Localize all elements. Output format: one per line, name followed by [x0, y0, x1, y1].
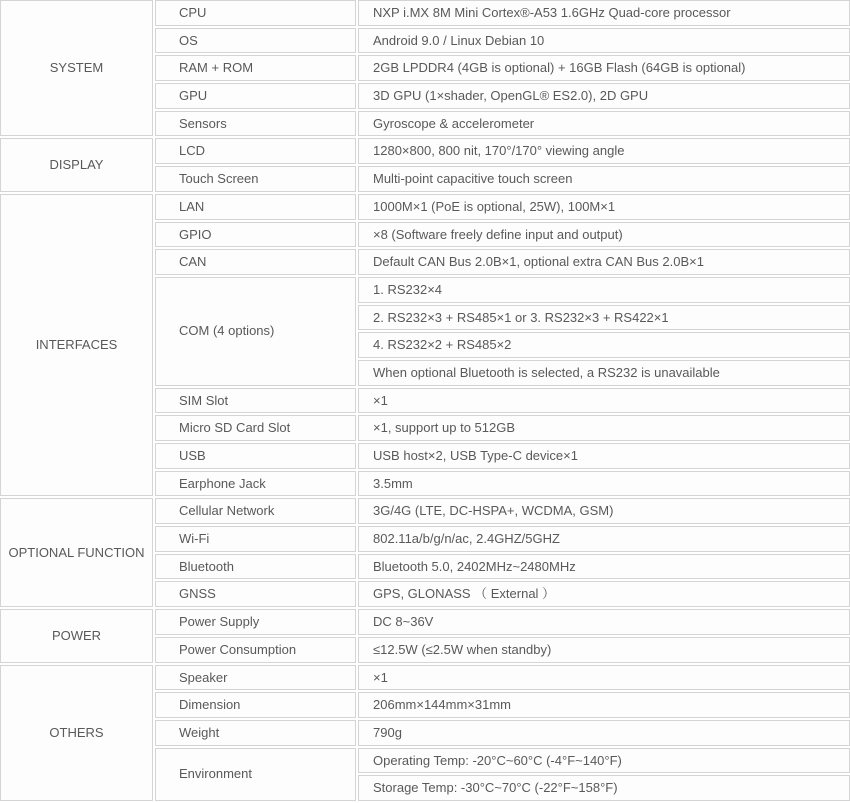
spec-value-text: When optional Bluetooth is selected, a RS232 is unavailable — [373, 364, 720, 380]
spec-value-cell — [358, 720, 850, 746]
spec-name-label: Environment — [179, 766, 252, 782]
spec-value-cell — [358, 665, 850, 691]
category-label: OPTIONAL FUNCTION — [8, 544, 145, 560]
table-row — [155, 388, 850, 414]
spec-value-cell — [358, 554, 850, 580]
spec-value-cell — [358, 332, 850, 358]
spec-value-text: Operating Temp: -20°C~60°C (-4°F~140°F) — [373, 752, 622, 768]
section-power — [0, 609, 850, 662]
spec-name-cell — [155, 222, 356, 248]
spec-value-cell — [358, 526, 850, 552]
spec-value-group — [358, 28, 850, 54]
spec-name-cell — [155, 581, 356, 607]
section-system — [0, 0, 850, 136]
category-cell — [0, 194, 153, 497]
spec-value-group — [358, 222, 850, 248]
spec-value-group — [358, 194, 850, 220]
spec-name-cell — [155, 526, 356, 552]
spec-name-cell — [155, 83, 356, 109]
section-rows — [155, 498, 850, 607]
table-row — [155, 609, 850, 635]
section-others — [0, 665, 850, 801]
spec-value-text: 3D GPU (1×shader, OpenGL® ES2.0), 2D GPU — [373, 88, 649, 104]
spec-value-text: 1000M×1 (PoE is optional, 25W), 100M×1 — [373, 198, 616, 214]
spec-value-group — [358, 111, 850, 137]
spec-value-text: Storage Temp: -30°C~70°C (-22°F~158°F) — [373, 780, 618, 796]
spec-name-label: USB — [179, 448, 206, 464]
section-optional-function — [0, 498, 850, 607]
spec-value-cell — [358, 637, 850, 663]
category-cell — [0, 0, 153, 136]
spec-name-cell — [155, 28, 356, 54]
spec-value-cell — [358, 498, 850, 524]
spec-value-text: ×1 — [373, 392, 388, 408]
category-cell — [0, 609, 153, 662]
spec-value-cell — [358, 222, 850, 248]
spec-value-text: 802.11a/b/g/n/ac, 2.4GHZ/5GHZ — [373, 531, 560, 547]
table-row — [155, 111, 850, 137]
spec-value-text: 2. RS232×3 + RS485×1 or 3. RS232×3 + RS422×1 — [373, 309, 669, 325]
spec-name-cell — [155, 0, 356, 26]
table-row — [155, 554, 850, 580]
spec-value-text: 206mm×144mm×31mm — [373, 697, 511, 713]
table-row — [155, 637, 850, 663]
spec-name-label: Sensors — [179, 115, 227, 131]
table-row — [155, 28, 850, 54]
table-row — [155, 222, 850, 248]
spec-value-text: 790g — [373, 724, 402, 740]
spec-name-label: COM (4 options) — [179, 323, 275, 339]
spec-value-group — [358, 692, 850, 718]
spec-value-text: Bluetooth 5.0, 2402MHz~2480MHz — [373, 558, 576, 574]
spec-value-group — [358, 665, 850, 691]
category-cell — [0, 498, 153, 607]
spec-name-cell — [155, 609, 356, 635]
table-row — [155, 83, 850, 109]
spec-value-text: USB host×2, USB Type-C device×1 — [373, 448, 578, 464]
spec-value-cell — [358, 55, 850, 81]
spec-value-group — [358, 526, 850, 552]
spec-name-cell — [155, 554, 356, 580]
spec-value-cell — [358, 581, 850, 607]
spec-value-text: 3G/4G (LTE, DC-HSPA+, WCDMA, GSM) — [373, 503, 614, 519]
spec-name-cell — [155, 138, 356, 164]
category-label: INTERFACES — [35, 337, 118, 353]
section-rows — [155, 609, 850, 662]
table-row — [155, 249, 850, 275]
spec-name-cell — [155, 415, 356, 441]
section-rows — [155, 665, 850, 801]
spec-name-label: Bluetooth — [179, 558, 234, 574]
spec-value-text: 3.5mm — [373, 475, 413, 491]
section-interfaces — [0, 194, 850, 497]
spec-name-label: CAN — [179, 254, 207, 270]
spec-value-cell — [358, 775, 850, 801]
spec-name-cell — [155, 111, 356, 137]
table-row — [155, 471, 850, 497]
spec-value-text: Gyroscope & accelerometer — [373, 115, 535, 131]
spec-value-cell — [358, 692, 850, 718]
spec-name-label: GNSS — [179, 586, 216, 602]
category-label: SYSTEM — [49, 60, 104, 76]
spec-value-group — [358, 471, 850, 497]
spec-value-group — [358, 0, 850, 26]
spec-name-label: Power Consumption — [179, 641, 297, 657]
table-row — [155, 138, 850, 164]
table-row — [155, 443, 850, 469]
spec-name-label: CPU — [179, 5, 207, 21]
spec-name-cell — [155, 55, 356, 81]
spec-value-cell — [358, 277, 850, 303]
section-rows — [155, 194, 850, 497]
spec-value-text: 4. RS232×2 + RS485×2 — [373, 337, 512, 353]
spec-value-group — [358, 83, 850, 109]
spec-value-text: 1. RS232×4 — [373, 281, 443, 297]
spec-name-cell — [155, 166, 356, 192]
spec-value-group — [358, 554, 850, 580]
spec-name-cell — [155, 194, 356, 220]
spec-name-label: Cellular Network — [179, 503, 275, 519]
spec-value-group — [358, 249, 850, 275]
spec-name-label: Power Supply — [179, 614, 260, 630]
spec-name-label: Micro SD Card Slot — [179, 420, 291, 436]
table-row — [155, 692, 850, 718]
spec-value-text: ×8 (Software freely define input and output) — [373, 226, 623, 242]
category-label: DISPLAY — [49, 157, 104, 173]
spec-value-cell — [358, 111, 850, 137]
spec-value-group — [358, 166, 850, 192]
section-rows — [155, 0, 850, 136]
spec-value-group — [358, 609, 850, 635]
spec-value-text: Multi-point capacitive touch screen — [373, 171, 573, 187]
spec-name-cell — [155, 388, 356, 414]
table-row — [155, 194, 850, 220]
spec-value-cell — [358, 305, 850, 331]
spec-name-label: SIM Slot — [179, 392, 229, 408]
spec-name-label: Touch Screen — [179, 171, 259, 187]
spec-value-group — [358, 388, 850, 414]
category-cell — [0, 138, 153, 191]
table-row — [155, 498, 850, 524]
spec-value-cell — [358, 360, 850, 386]
spec-value-cell — [358, 388, 850, 414]
spec-value-text: NXP i.MX 8M Mini Cortex®-A53 1.6GHz Quad-core processor — [373, 5, 731, 21]
spec-value-text: ≤12.5W (≤2.5W when standby) — [373, 641, 552, 657]
table-row — [155, 0, 850, 26]
spec-name-label: Wi-Fi — [179, 531, 210, 547]
spec-name-cell — [155, 249, 356, 275]
section-rows — [155, 138, 850, 191]
spec-value-group — [358, 498, 850, 524]
table-row — [155, 415, 850, 441]
spec-name-cell — [155, 665, 356, 691]
table-row — [155, 748, 850, 801]
spec-value-group — [358, 748, 850, 801]
spec-name-cell — [155, 471, 356, 497]
spec-value-cell — [358, 166, 850, 192]
spec-value-text: Default CAN Bus 2.0B×1, optional extra CAN Bus 2.0B×1 — [373, 254, 704, 270]
spec-value-cell — [358, 609, 850, 635]
spec-value-cell — [358, 249, 850, 275]
spec-value-text: Android 9.0 / Linux Debian 10 — [373, 32, 545, 48]
category-label: POWER — [51, 628, 102, 644]
spec-value-cell — [358, 0, 850, 26]
spec-name-label: Weight — [179, 724, 220, 740]
spec-value-group — [358, 581, 850, 607]
spec-name-cell — [155, 637, 356, 663]
spec-value-group — [358, 443, 850, 469]
spec-value-cell — [358, 748, 850, 774]
spec-value-group — [358, 55, 850, 81]
spec-value-text: 2GB LPDDR4 (4GB is optional) + 16GB Flash (64GB is optional) — [373, 60, 746, 76]
spec-name-label: Dimension — [179, 697, 241, 713]
spec-name-cell — [155, 277, 356, 386]
category-label: OTHERS — [49, 724, 104, 740]
table-row — [155, 277, 850, 386]
spec-name-cell — [155, 692, 356, 718]
section-display — [0, 138, 850, 191]
table-row — [155, 55, 850, 81]
table-row — [155, 581, 850, 607]
spec-value-cell — [358, 194, 850, 220]
spec-name-label: Earphone Jack — [179, 475, 266, 491]
spec-value-group — [358, 277, 850, 386]
spec-value-group — [358, 138, 850, 164]
spec-value-text: 1280×800, 800 nit, 170°/170° viewing angle — [373, 143, 625, 159]
table-row — [155, 720, 850, 746]
spec-name-label: LCD — [179, 143, 206, 159]
spec-name-cell — [155, 498, 356, 524]
spec-value-group — [358, 720, 850, 746]
spec-name-label: LAN — [179, 198, 205, 214]
spec-value-text: DC 8~36V — [373, 614, 434, 630]
spec-name-cell — [155, 720, 356, 746]
spec-value-group — [358, 637, 850, 663]
table-row — [155, 665, 850, 691]
spec-value-text: ×1 — [373, 669, 388, 685]
spec-value-text: GPS, GLONASS （ External ） — [373, 586, 556, 602]
table-row — [155, 526, 850, 552]
spec-name-label: Speaker — [179, 669, 228, 685]
spec-value-text: ×1, support up to 512GB — [373, 420, 516, 436]
spec-name-label: GPIO — [179, 226, 212, 242]
spec-value-cell — [358, 138, 850, 164]
category-cell — [0, 665, 153, 801]
spec-value-cell — [358, 28, 850, 54]
spec-name-label: OS — [179, 32, 198, 48]
spec-value-cell — [358, 83, 850, 109]
spec-name-label: RAM + ROM — [179, 60, 254, 76]
table-row — [155, 166, 850, 192]
spec-value-cell — [358, 415, 850, 441]
spec-value-cell — [358, 443, 850, 469]
spec-name-cell — [155, 443, 356, 469]
spec-name-label: GPU — [179, 88, 208, 104]
spec-value-cell — [358, 471, 850, 497]
spec-value-group — [358, 415, 850, 441]
spec-name-cell — [155, 748, 356, 801]
